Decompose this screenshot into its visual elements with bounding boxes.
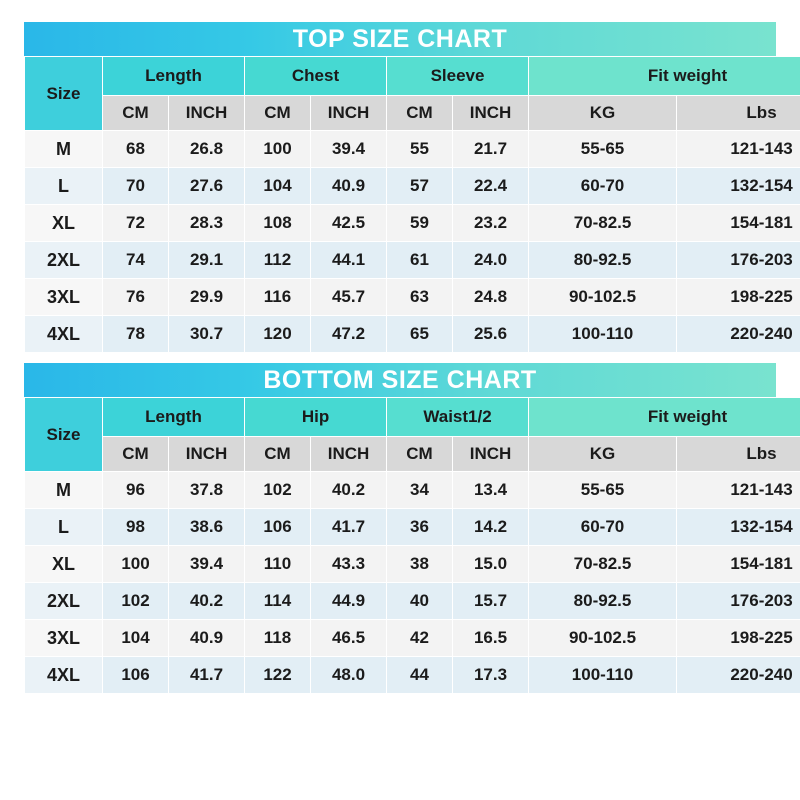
cell-waist-inch: 16.5 [453,620,529,657]
cell-chest-cm: 108 [245,205,311,242]
header-size: Size [25,57,103,131]
cell-weight-lbs: 176-203 [677,583,800,620]
cell-length-cm: 104 [103,620,169,657]
cell-chest-inch: 47.2 [311,316,387,353]
header-hip: Hip [245,398,387,437]
cell-weight-lbs: 220-240 [677,657,800,694]
header-chest-cm: CM [245,96,311,131]
cell-size: M [25,472,103,509]
cell-sleeve-inch: 21.7 [453,131,529,168]
cell-sleeve-inch: 23.2 [453,205,529,242]
cell-waist-cm: 38 [387,546,453,583]
cell-weight-lbs: 121-143 [677,472,800,509]
bottom-size-chart [24,363,793,694]
cell-waist-inch: 14.2 [453,509,529,546]
header-length-inch: INCH [169,437,245,472]
cell-chest-cm: 120 [245,316,311,353]
header-weight-kg: KG [529,96,677,131]
cell-weight-lbs: 132-154 [677,168,800,205]
cell-length-inch: 41.7 [169,657,245,694]
cell-size: XL [25,546,103,583]
cell-waist-cm: 44 [387,657,453,694]
cell-weight-kg: 55-65 [529,131,677,168]
cell-weight-kg: 100-110 [529,657,677,694]
cell-waist-cm: 40 [387,583,453,620]
cell-size: 2XL [25,583,103,620]
cell-size: 3XL [25,620,103,657]
cell-length-inch: 28.3 [169,205,245,242]
cell-length-cm: 74 [103,242,169,279]
table-row [25,583,800,620]
cell-length-cm: 96 [103,472,169,509]
cell-hip-inch: 43.3 [311,546,387,583]
header-sleeve-cm: CM [387,96,453,131]
header-sleeve: Sleeve [387,57,529,96]
table-header-group-row [25,57,800,96]
cell-hip-inch: 41.7 [311,509,387,546]
table-row [25,472,800,509]
header-fit-weight: Fit weight [529,57,800,96]
table-row [25,620,800,657]
cell-sleeve-cm: 63 [387,279,453,316]
cell-sleeve-inch: 22.4 [453,168,529,205]
cell-weight-lbs: 198-225 [677,279,800,316]
cell-length-inch: 39.4 [169,546,245,583]
header-hip-cm: CM [245,437,311,472]
cell-waist-inch: 13.4 [453,472,529,509]
cell-size: 2XL [25,242,103,279]
cell-chest-cm: 116 [245,279,311,316]
cell-hip-inch: 44.9 [311,583,387,620]
table-row [25,316,800,353]
cell-length-inch: 26.8 [169,131,245,168]
header-length: Length [103,57,245,96]
header-length: Length [103,398,245,437]
cell-weight-kg: 70-82.5 [529,546,677,583]
cell-length-cm: 106 [103,657,169,694]
table-row [25,279,800,316]
header-waist: Waist1/2 [387,398,529,437]
cell-hip-cm: 106 [245,509,311,546]
cell-weight-lbs: 154-181 [677,546,800,583]
cell-length-inch: 30.7 [169,316,245,353]
table-row [25,205,800,242]
cell-weight-kg: 90-102.5 [529,620,677,657]
cell-size: XL [25,205,103,242]
header-chest: Chest [245,57,387,96]
cell-sleeve-cm: 57 [387,168,453,205]
table-row [25,546,800,583]
cell-length-inch: 38.6 [169,509,245,546]
cell-length-inch: 37.8 [169,472,245,509]
cell-length-inch: 40.2 [169,583,245,620]
cell-length-cm: 68 [103,131,169,168]
header-waist-cm: CM [387,437,453,472]
cell-weight-kg: 80-92.5 [529,583,677,620]
cell-length-cm: 102 [103,583,169,620]
cell-length-cm: 98 [103,509,169,546]
cell-sleeve-inch: 24.0 [453,242,529,279]
cell-waist-cm: 36 [387,509,453,546]
header-sleeve-inch: INCH [453,96,529,131]
cell-length-inch: 29.1 [169,242,245,279]
cell-weight-kg: 90-102.5 [529,279,677,316]
cell-weight-kg: 60-70 [529,168,677,205]
header-length-cm: CM [103,96,169,131]
cell-hip-inch: 40.2 [311,472,387,509]
header-length-cm: CM [103,437,169,472]
header-hip-inch: INCH [311,437,387,472]
bottom-size-table [24,397,800,694]
header-weight-kg: KG [529,437,677,472]
cell-hip-cm: 118 [245,620,311,657]
table-header-unit-row [25,437,800,472]
header-weight-lbs: Lbs [677,437,800,472]
cell-hip-inch: 48.0 [311,657,387,694]
cell-size: L [25,509,103,546]
header-size: Size [25,398,103,472]
cell-hip-cm: 102 [245,472,311,509]
cell-hip-cm: 122 [245,657,311,694]
cell-waist-cm: 34 [387,472,453,509]
header-length-inch: INCH [169,96,245,131]
cell-sleeve-cm: 55 [387,131,453,168]
cell-length-cm: 72 [103,205,169,242]
cell-sleeve-cm: 65 [387,316,453,353]
cell-weight-kg: 55-65 [529,472,677,509]
cell-chest-inch: 44.1 [311,242,387,279]
cell-chest-inch: 39.4 [311,131,387,168]
cell-hip-cm: 114 [245,583,311,620]
cell-weight-lbs: 154-181 [677,205,800,242]
cell-length-cm: 70 [103,168,169,205]
cell-hip-inch: 46.5 [311,620,387,657]
cell-weight-lbs: 121-143 [677,131,800,168]
table-row [25,657,800,694]
cell-sleeve-cm: 61 [387,242,453,279]
cell-size: 4XL [25,657,103,694]
cell-hip-cm: 110 [245,546,311,583]
table-row [25,168,800,205]
table-row [25,242,800,279]
cell-weight-lbs: 132-154 [677,509,800,546]
cell-size: 4XL [25,316,103,353]
cell-length-cm: 76 [103,279,169,316]
cell-sleeve-cm: 59 [387,205,453,242]
cell-chest-inch: 42.5 [311,205,387,242]
header-chest-inch: INCH [311,96,387,131]
top-chart-title: TOP SIZE CHART [24,22,776,56]
cell-sleeve-inch: 25.6 [453,316,529,353]
cell-weight-lbs: 198-225 [677,620,800,657]
table-row [25,131,800,168]
cell-waist-inch: 15.7 [453,583,529,620]
cell-sleeve-inch: 24.8 [453,279,529,316]
cell-weight-kg: 80-92.5 [529,242,677,279]
cell-length-inch: 40.9 [169,620,245,657]
cell-size: 3XL [25,279,103,316]
cell-chest-inch: 45.7 [311,279,387,316]
cell-chest-cm: 100 [245,131,311,168]
top-size-table [24,56,800,353]
top-size-chart [24,22,793,353]
table-header-unit-row [25,96,800,131]
cell-size: L [25,168,103,205]
cell-size: M [25,131,103,168]
cell-length-inch: 29.9 [169,279,245,316]
cell-chest-cm: 112 [245,242,311,279]
header-waist-inch: INCH [453,437,529,472]
bottom-chart-title: BOTTOM SIZE CHART [24,363,776,397]
cell-weight-kg: 70-82.5 [529,205,677,242]
table-header-group-row [25,398,800,437]
cell-waist-inch: 15.0 [453,546,529,583]
cell-length-cm: 78 [103,316,169,353]
table-row [25,509,800,546]
cell-chest-cm: 104 [245,168,311,205]
cell-length-cm: 100 [103,546,169,583]
header-weight-lbs: Lbs [677,96,800,131]
cell-weight-lbs: 220-240 [677,316,800,353]
cell-weight-kg: 100-110 [529,316,677,353]
cell-chest-inch: 40.9 [311,168,387,205]
header-fit-weight: Fit weight [529,398,800,437]
cell-waist-cm: 42 [387,620,453,657]
cell-length-inch: 27.6 [169,168,245,205]
cell-weight-lbs: 176-203 [677,242,800,279]
cell-waist-inch: 17.3 [453,657,529,694]
cell-weight-kg: 60-70 [529,509,677,546]
